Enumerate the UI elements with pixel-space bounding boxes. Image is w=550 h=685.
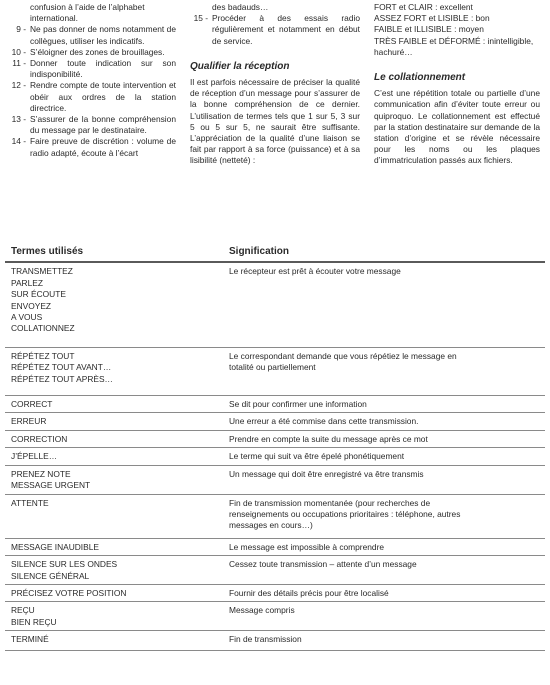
list-number: 9 - (16, 24, 26, 35)
term-text: A VOUS (11, 312, 43, 323)
meaning-cell: Un message qui doit être enregistré va être transmis (229, 468, 424, 479)
list-number: 11 - (12, 58, 26, 69)
term-text: ERREUR (11, 416, 47, 427)
column-1 (8, 2, 176, 234)
term-text: MESSAGE INAUDIBLE (11, 541, 99, 552)
paragraph-qualifier: Il est parfois nécessaire de préciser la qualité de réception d’un message pour s’assurer de la bonne compréhension de ce dernier. L’utilisation de termes tels que 1 sur 5, 3 sur 5 ou 5 sur 5, ne saurait être suffisante. L’appréciation de la qualité d’une liaison se fait par rapport à sa force (puissance) et à sa lisibilité (netteté) : (190, 77, 360, 166)
meaning-cell: Le terme qui suit va être épelé phonétiquement (229, 451, 405, 462)
term-cell (5, 588, 229, 599)
list-item-12 (8, 80, 176, 114)
terms-table (5, 246, 545, 651)
term-cell (5, 559, 229, 582)
list-text: Rendre compte de toute intervention et obéir aux ordres de la station directrice. (30, 80, 176, 113)
list-text: S’éloigner des zones de brouillages. (30, 46, 165, 57)
meaning-cell: Fin de transmission momentanée (pour recherches de renseignements ou occupations prioritaires : téléphone, autres messages en cours…) (229, 497, 461, 531)
list-text: Faire preuve de discrétion : volume de radio adapté, écoute à l’écart (30, 136, 176, 158)
term-cell (5, 434, 229, 445)
meaning-cell: Le correspondant demande que vous répétiez le message en totalité ou partiellement (229, 350, 457, 373)
meaning-cell: Se dit pour confirmer une information (229, 399, 367, 410)
item-8-continuation-line-2: international. (30, 13, 78, 24)
list-text: S’assurer de la bonne compréhension du message par le destinataire. (30, 114, 176, 136)
term-text: CORRECTION (11, 433, 68, 444)
quality-line: ASSEZ FORT et LISIBLE : bon (374, 13, 490, 24)
table-row (5, 431, 545, 448)
column-3 (374, 2, 540, 234)
list-number: 14 - (11, 136, 26, 147)
table-row (5, 556, 545, 585)
term-text: SILENCE GÉNÉRAL (11, 570, 90, 581)
term-text: MESSAGE URGENT (11, 480, 91, 491)
term-cell (5, 469, 229, 492)
table-row (5, 396, 545, 413)
table-row (5, 495, 545, 539)
meaning-cell: Fournir des détails précis pour être localisé (229, 587, 389, 598)
term-cell (5, 498, 229, 532)
term-cell (5, 266, 229, 334)
term-text: J’ÉPELLE… (11, 451, 58, 462)
term-text: TRANSMETTEZ (11, 266, 73, 277)
list-number: 10 - (11, 46, 26, 57)
quality-line: FORT et CLAIR : excellent (374, 2, 473, 12)
term-cell (5, 451, 229, 462)
table-body (5, 263, 545, 650)
term-text: SILENCE SUR LES ONDES (11, 559, 118, 570)
term-cell (5, 542, 229, 553)
table-row (5, 448, 545, 465)
header-terms: Termes utilisés (11, 246, 84, 257)
table-row (5, 585, 545, 602)
list-number: 12 - (11, 80, 26, 91)
term-cell (5, 351, 229, 385)
term-cell (5, 399, 229, 410)
table-row (5, 539, 545, 556)
table-row (5, 631, 545, 650)
list-text: Procéder à des essais radio régulièrement et notamment en début de service. (212, 13, 360, 46)
meaning-cell: Le message est impossible à comprendre (229, 541, 385, 552)
list-item-15 (190, 13, 360, 47)
list-item-9 (8, 24, 176, 46)
list-number: 13 - (11, 114, 26, 125)
section-title-qualifier: Qualifier la réception (190, 60, 290, 72)
list-item-13 (8, 114, 176, 136)
term-text: BIEN REÇU (11, 616, 57, 627)
meaning-cell: Prendre en compte la suite du message après ce mot (229, 433, 428, 444)
item-8-continuation-line-1: confusion à l’aide de l’alphabet (30, 2, 145, 12)
term-text: RÉPÉTEZ TOUT AVANT… (11, 362, 112, 373)
table-header (5, 246, 545, 263)
term-text: PRENEZ NOTE (11, 468, 71, 479)
list-text: Ne pas donner de noms notamment de collègues, utiliser les indicatifs. (30, 24, 176, 46)
meaning-cell: Message compris (229, 605, 295, 616)
table-row (5, 263, 545, 347)
table-row (5, 602, 545, 631)
term-text: PRÉCISEZ VOTRE POSITION (11, 587, 127, 598)
meaning-cell: Le récepteur est prêt à écouter votre message (229, 266, 401, 277)
term-text: RÉPÉTEZ TOUT (11, 350, 75, 361)
list-text: Donner toute indication sur son indisponibilité. (30, 58, 176, 80)
text-columns (8, 2, 542, 234)
term-text: REÇU (11, 605, 35, 616)
term-text: PARLEZ (11, 277, 43, 288)
item-14-continuation: des badauds… (212, 2, 269, 12)
term-text: RÉPÉTEZ TOUT APRÈS… (11, 373, 113, 384)
column-2 (190, 2, 360, 234)
table-row (5, 466, 545, 495)
meaning-cell: Une erreur a été commise dans cette transmission. (229, 416, 419, 427)
list-number: 15 - (193, 13, 208, 24)
term-cell (5, 605, 229, 628)
section-title-collationnement: Le collationnement (374, 72, 466, 84)
term-cell (5, 416, 229, 427)
meaning-cell: Fin de transmission (229, 634, 302, 645)
term-cell (5, 634, 229, 645)
header-meaning: Signification (229, 246, 289, 257)
list-item-14 (8, 136, 176, 158)
quality-line: TRÈS FAIBLE et DÉFORMÉ : inintelligible, hachuré… (374, 35, 534, 57)
paragraph-collationnement: C’est une répétition totale ou partielle d’une communication afin d’éviter toute erreur ou quiproquo. Le collationnement est effectué par la station destinataire sur demande de la station d’origine et se révèle nécessaire pour les noms ou les plaques d’immatriculation passés aux fichiers. (374, 88, 540, 166)
meaning-cell: Cessez toute transmission – attente d’un message (229, 559, 417, 570)
term-text: ENVOYEZ (11, 300, 52, 311)
list-item-11 (8, 58, 176, 80)
list-item-10 (8, 47, 176, 58)
term-text: TERMINÉ (11, 634, 49, 645)
term-text: ATTENTE (11, 497, 49, 508)
quality-line: FAIBLE et ILLISIBLE : moyen (374, 24, 484, 35)
term-text: COLLATIONNEZ (11, 323, 75, 334)
term-text: SUR ÉCOUTE (11, 289, 66, 300)
table-row (5, 348, 545, 396)
term-text: CORRECT (11, 399, 53, 410)
table-row (5, 413, 545, 430)
